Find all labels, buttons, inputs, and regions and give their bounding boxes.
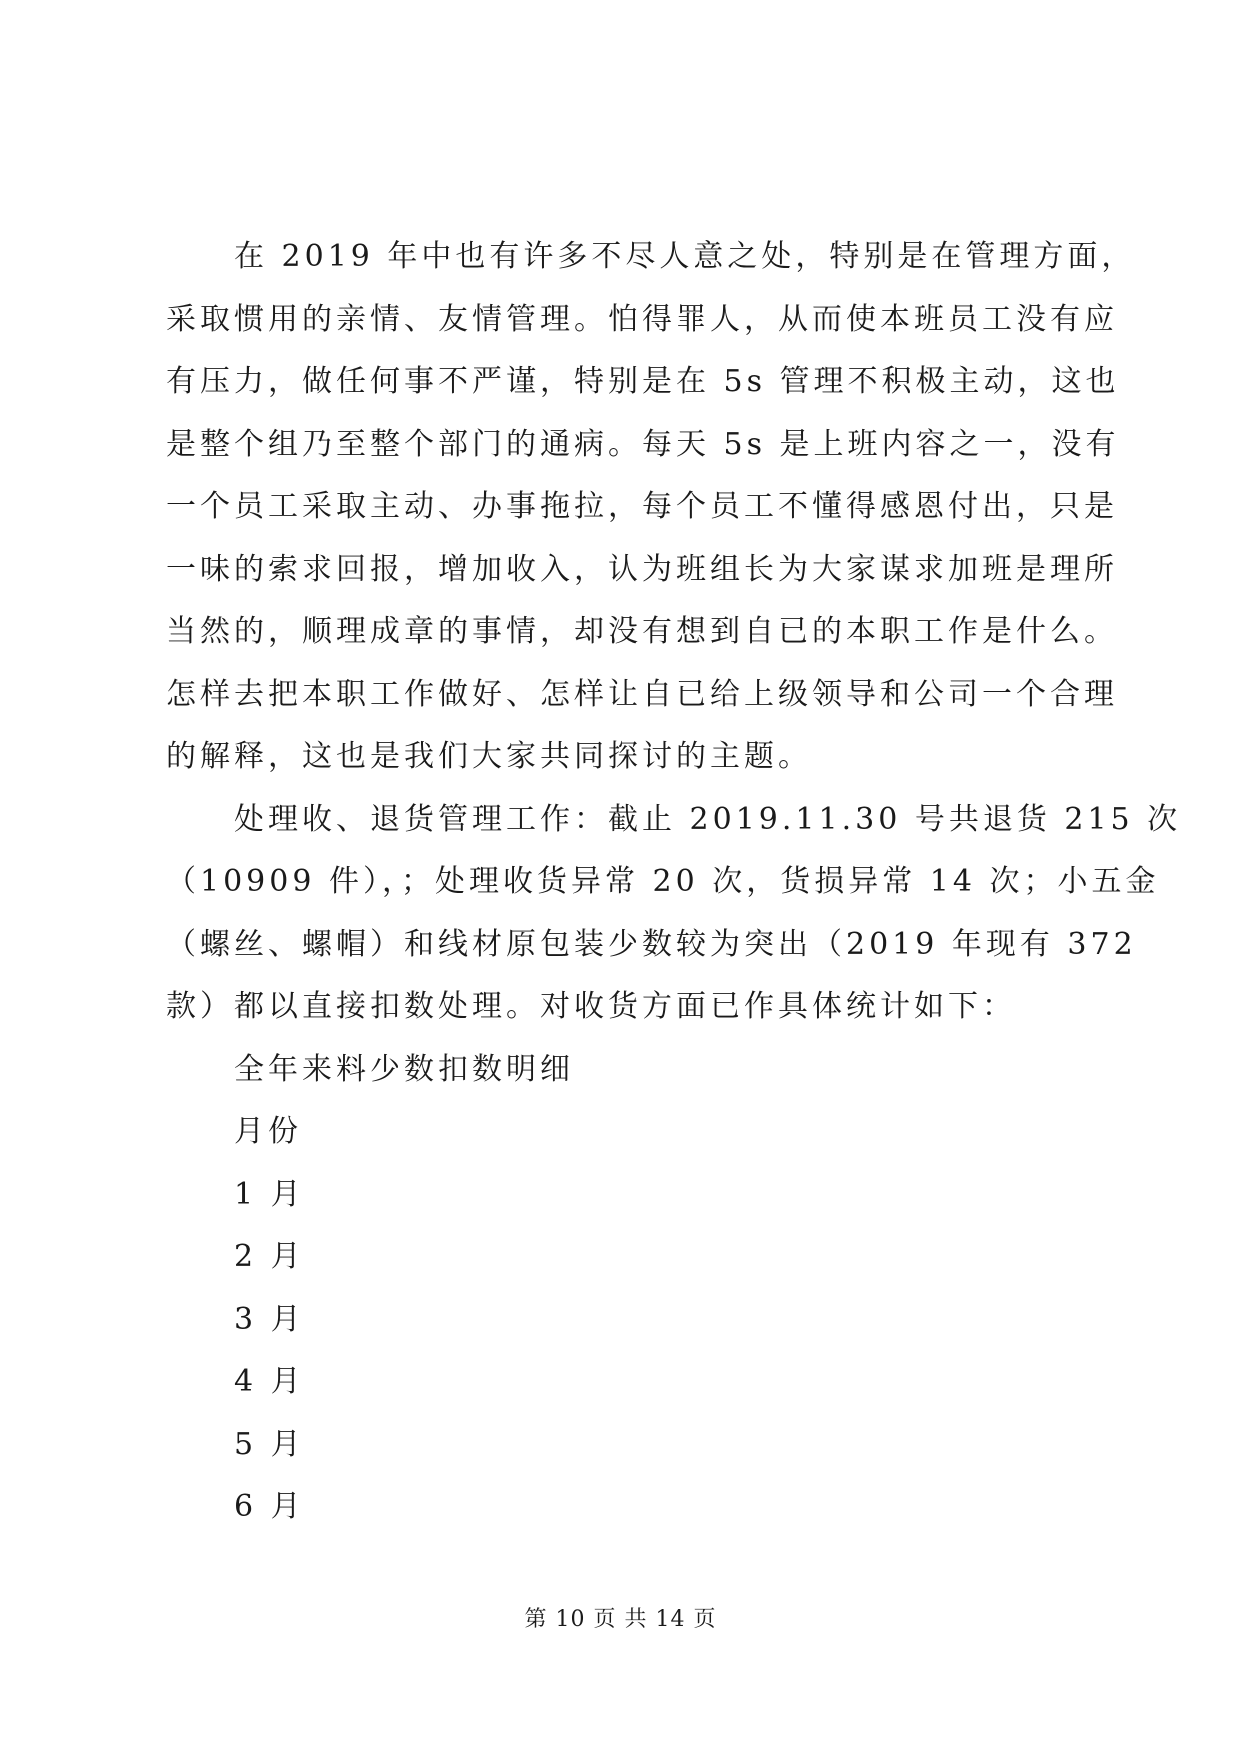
table-title: 全年来料少数扣数明细	[234, 1051, 574, 1087]
text-line: 一个员工采取主动、办事拖拉，每个员工不懂得感恩付出，只是	[166, 489, 1118, 524]
text-line: （螺丝、螺帽）和线材原包装少数较为突出（2019 年现有 372	[166, 926, 1137, 962]
page-content	[166, 226, 1182, 1539]
month-item: 1 月	[234, 1176, 305, 1212]
paragraph-returns-handling	[166, 789, 1182, 1039]
text-line: （10909 件），；处理收货异常 20 次，货损异常 14 次；小五金	[166, 864, 1160, 899]
month-item: 3 月	[234, 1301, 305, 1337]
text-line: 当然的，顺理成章的事情，却没有想到自已的本职工作是什么。	[166, 614, 1118, 649]
paragraph-management-issues	[166, 226, 1136, 789]
text-line: 处理收、退货管理工作：截止 2019.11.30 号共退货 215 次	[234, 801, 1182, 837]
month-item: 6 月	[234, 1489, 305, 1524]
month-item: 4 月	[234, 1364, 305, 1399]
text-line: 怎样去把本职工作做好、怎样让自已给上级领导和公司一个合理	[166, 676, 1118, 712]
text-line: 在 2019 年中也有许多不尽人意之处，特别是在管理方面，	[234, 239, 1136, 274]
month-list	[166, 1164, 1096, 1539]
text-line: 的解释，这也是我们大家共同探讨的主题。	[166, 739, 812, 774]
page-number-footer: 第 10 页 共 14 页	[524, 1607, 717, 1632]
month-header: 月份	[234, 1114, 302, 1149]
month-item: 5 月	[234, 1426, 305, 1462]
text-line: 是整个组乃至整个部门的通病。每天 5s 是上班内容之一，没有	[166, 426, 1120, 462]
text-line: 有压力，做任何事不严谨，特别是在 5s 管理不积极主动，这也	[166, 364, 1120, 399]
month-item: 2 月	[234, 1239, 305, 1274]
text-line: 款）都以直接扣数处理。对收货方面已作具体统计如下：	[166, 989, 1016, 1024]
text-line: 一味的索求回报，增加收入，认为班组长为大家谋求加班是理所	[166, 551, 1118, 587]
text-line: 采取惯用的亲情、友情管理。怕得罪人，从而使本班员工没有应	[166, 301, 1118, 337]
